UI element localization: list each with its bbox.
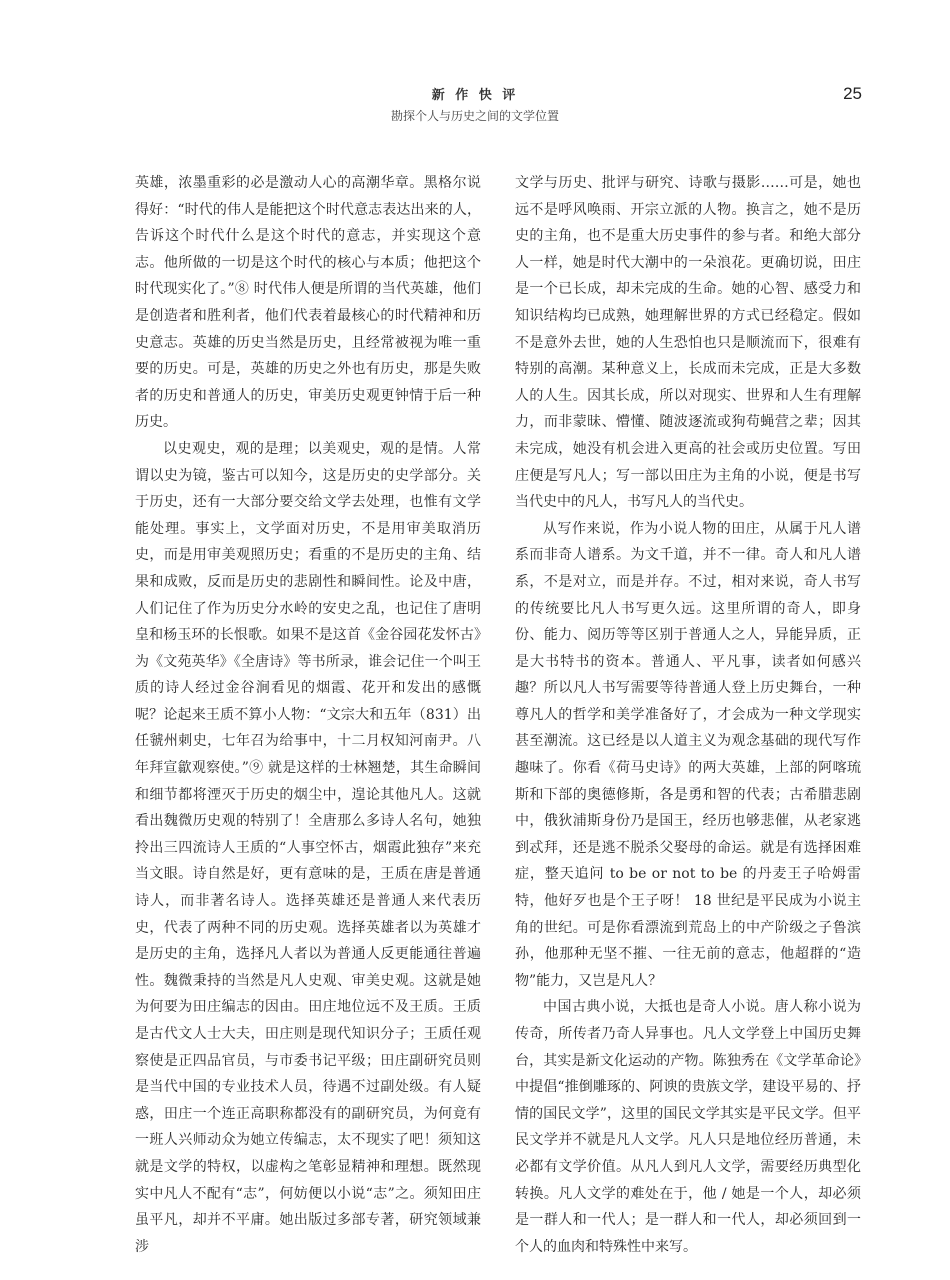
running-header	[0, 88, 950, 124]
paragraph: 以史观史，观的是理；以美观史，观的是情。人常谓以史为镜，鉴古可以知今，这是历史的史学部分。关于历史，还有一大部分要交给文学去处理，也惟有文学能处理。事实上，文学面对历史，不是用审美取消历史，而是用审美观照历史；看重的不是历史的主角、结果和成败，反而是历史的悲剧性和瞬间性。论及中唐，人们记住了作为历史分水岭的安史之乱，也记住了唐明皇和杨玉环的长恨歌。如果不是这首《金谷园花发怀古》为《文苑英华》《全唐诗》等书所录，谁会记住一个叫王质的诗人经过金谷涧看见的烟霞、花开和发出的感慨呢？论起来王质不算小人物：“文宗大和五年（831）出任虢州刺史，七年召为给事中，十二月权知河南尹。八年拜宣歙观察使。”⑨ 就是这样的士林翘楚，其生命瞬间和细节都将湮灭于历史的烟尘中，遑论其他凡人。这就看出魏微历史观的特别了！全唐那么多诗人名句，她独拎出三四流诗人王质的“人事空怀古，烟霞此独存”来充当文眼。诗自然是好，更有意味的是，王质在唐是普通诗人，而非著名诗人。选择英雄还是普通人来代表历史，代表了两种不同的历史观。选择英雄者以为英雄才是历史的主角，选择凡人者以为普通人反更能通往普遍性。魏微秉持的当然是凡人史观、审美史观。这就是她为何要为田庄编志的因由。田庄地位远不及王质。王质是古代文人士大夫，田庄则是现代知识分子；王质任观察使是正四品官员，与市委书记平级；田庄副研究员则是当代中国的专业技术人员，待遇不过副处级。有人疑惑，田庄一个连正高职称都没有的副研究员，为何竟有一班人兴师动众为她立传编志，太不现实了吧！须知这就是文学的特权，以虚构之笔彰显精神和理想。既然现实中凡人不配有“志”，何妨便以小说“志”之。须知田庄虽平凡，却并不平庸。她出版过多部专著，研究领域兼涉	[135, 440, 481, 1255]
section-title: 新 作 快 评	[431, 88, 519, 103]
right-column	[515, 170, 861, 1260]
paragraph: 中国古典小说，大抵也是奇人小说。唐人称小说为传奇，所传者乃奇人异事也。凡人文学登上中国历史舞台，其实是新文化运动的产物。陈独秀在《文学革命论》中提倡“推倒雕琢的、阿谀的贵族文学，建设平易的、抒情的国民文学”，这里的国民文学其实是平民文学。但平民文学并不就是凡人文学。凡人只是地位经历普通，未必都有文学价值。从凡人到凡人文学，需要经历典型化转换。凡人文学的难处在于，他 / 她是一个人，却必须是一群人和一代人；是一群人和一代人，却必须回到一个人的血肉和特殊性中来写。	[515, 999, 861, 1255]
paragraph: 文学与历史、批评与研究、诗歌与摄影……可是，她也远不是呼风唤雨、开宗立派的人物。换言之，她不是历史的主角，也不是重大历史事件的参与者。和绝大部分人一样，她是时代大潮中的一朵浪花。更确切说，田庄是一个已长成，却未完成的生命。她的心智、感受力和知识结构均已成熟，她理解世界的方式已经稳定。假如不是意外去世，她的人生恐怕也只是顺流而下，很难有特别的高潮。某种意义上，长成而未完成，正是大多数人的人生。因其长成，所以对现实、世界和人生有理解力，而非蒙昧、懵懂、随波逐流或狗苟蝇营之辈；因其未完成，她没有机会进入更高的社会或历史位置。写田庄便是写凡人；写一部以田庄为主角的小说，便是书写当代史中的凡人，书写凡人的当代史。	[515, 175, 861, 511]
paragraph: 从写作来说，作为小说人物的田庄，从属于凡人谱系而非奇人谱系。为文千道，并不一律。奇人和凡人谱系，不是对立，而是并存。不过，相对来说，奇人书写的传统要比凡人书写更久远。这里所谓的奇人，即身份、能力、阅历等等区别于普通人之人，异能异质，正是大书特书的资本。普通人、平凡事，读者如何感兴趣？所以凡人书写需要等待普通人登上历史舞台，一种尊凡人的哲学和美学准备好了，才会成为一种文学现实甚至潮流。这已经是以人道主义为观念基础的现代写作趣味了。你看《荷马史诗》的两大英雄，上部的阿喀琉斯和下部的奥德修斯，各是勇和智的代表；古希腊悲剧中，俄狄浦斯身份乃是国王，经历也够悲催，从老家逃到忒拜，还是逃不脱杀父娶母的命运。就是有选择困难症，整天追问 to be or not to be 的丹麦王子哈姆雷特，他好歹也是个王子呀！ 18 世纪是平民成为小说主角的世纪。可是你看漂流到荒岛上的中产阶级之子鲁滨孙，他那种无坚不摧、一往无前的意志，他超群的“造物”能力，又岂是凡人？	[515, 520, 861, 989]
section-subtitle: 勘探个人与历史之间的文学位置	[390, 109, 559, 123]
paragraph: 英雄，浓墨重彩的必是激动人心的高潮华章。黑格尔说得好：“时代的伟人是能把这个时代意志表达出来的人，告诉这个时代什么是这个时代的意志，并实现这个意志。他所做的一切是这个时代的核心与本质；他把这个时代现实化了。”⑧ 时代伟人便是所谓的当代英雄，他们是创造者和胜利者，他们代表着最核心的时代精神和历史意志。英雄的历史当然是历史，且经常被视为唯一重要的历史。可是，英雄的历史之外也有历史，那是失败者的历史和普通人的历史，审美历史观更钟情于后一种历史。	[135, 175, 481, 431]
left-column	[135, 170, 481, 1260]
page-number: 25	[843, 84, 862, 103]
